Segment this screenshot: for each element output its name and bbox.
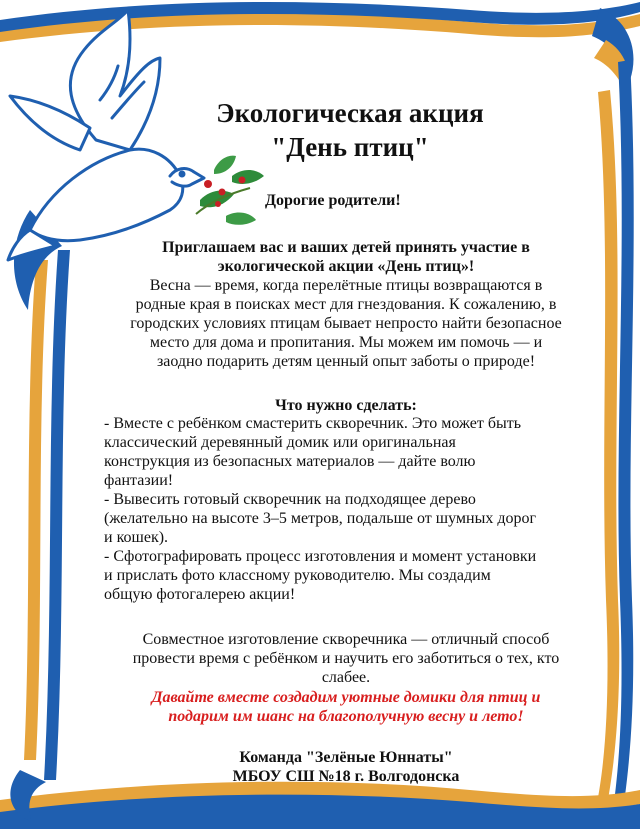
holly-leaf-3 (226, 213, 256, 225)
todo-line: - Вывесить готовый скворечник на подходящее дерево (104, 491, 476, 508)
todo-line: (желательно на высоте 3–5 метров, подальше от шумных дорог (104, 510, 537, 527)
closing-line: Совместное изготовление скворечника — отличный способ (142, 631, 550, 648)
todo-list (104, 414, 594, 604)
holly-berry-3 (239, 177, 246, 184)
todo-line: и кошек). (104, 529, 169, 546)
holly-berry-1 (204, 180, 212, 188)
invitation (96, 238, 596, 276)
todo-line: фантазии! (104, 472, 174, 489)
holly-leaf-2 (232, 170, 264, 184)
dove-eye (180, 172, 184, 176)
invite-line-2: экологической акции «День птиц»! (217, 258, 475, 275)
title-line-2: "День птиц" (271, 132, 429, 162)
frame-left-orange-stripe (24, 260, 48, 760)
signature-school: МБОУ СШ №18 г. Волгодонска (232, 768, 460, 785)
todo-line: конструкция из безопасных материалов — дайте волю (104, 453, 476, 470)
intro-line: родные края в поисках мест для гнездования. К сожалению, в (135, 296, 557, 313)
todo-line: - Вместе с ребёнком смастерить скворечник. Это может быть (104, 415, 522, 432)
dove-head (170, 169, 204, 187)
title-line-1: Экологическая акция (216, 98, 484, 128)
todo-heading: Что нужно сделать: (275, 397, 417, 414)
holly-sprig (196, 156, 264, 225)
intro-line: заодно подарить детям ценный опыт заботы о природе! (156, 353, 536, 370)
frame-right-orange-stripe (596, 90, 619, 810)
todo-line: и прислать фото классному руководителю. Мы создадим (104, 567, 491, 584)
call-line: подарим им шанс на благополучную весну и лето! (168, 708, 524, 725)
page-title (150, 96, 550, 164)
greeting: Дорогие родители! (265, 192, 401, 209)
todo-line: классический деревянный домик или оригинальная (104, 434, 456, 451)
signature-team: Команда "Зелёные Юннаты" (239, 749, 453, 766)
holly-berry-4 (215, 201, 221, 207)
call-line: Давайте вместе создадим уютные домики для птиц и (151, 689, 541, 706)
call-to-action (96, 688, 596, 726)
intro-line: городских условиях птицам бывает непросто найти безопасное (130, 315, 562, 332)
closing-line: провести время с ребёнком и научить его заботиться о тех, кто (132, 650, 560, 667)
intro-paragraph (96, 276, 596, 371)
invite-line-1: Приглашаем вас и ваших детей принять участие в (162, 239, 530, 256)
frame-left-blue-stripe (44, 250, 70, 780)
todo-line: - Сфотографировать процесс изготовления и момент установки (104, 548, 537, 565)
closing-line: слабее. (321, 669, 371, 686)
closing-paragraph (96, 630, 596, 687)
signature (96, 748, 596, 786)
intro-line: Весна — время, когда перелётные птицы возвращаются в (149, 277, 543, 294)
holly-berry-2 (219, 189, 226, 196)
intro-line: место для дома и пропитания. Мы можем им помочь — и (149, 334, 543, 351)
todo-line: общую фотогалерею акции! (104, 586, 296, 603)
